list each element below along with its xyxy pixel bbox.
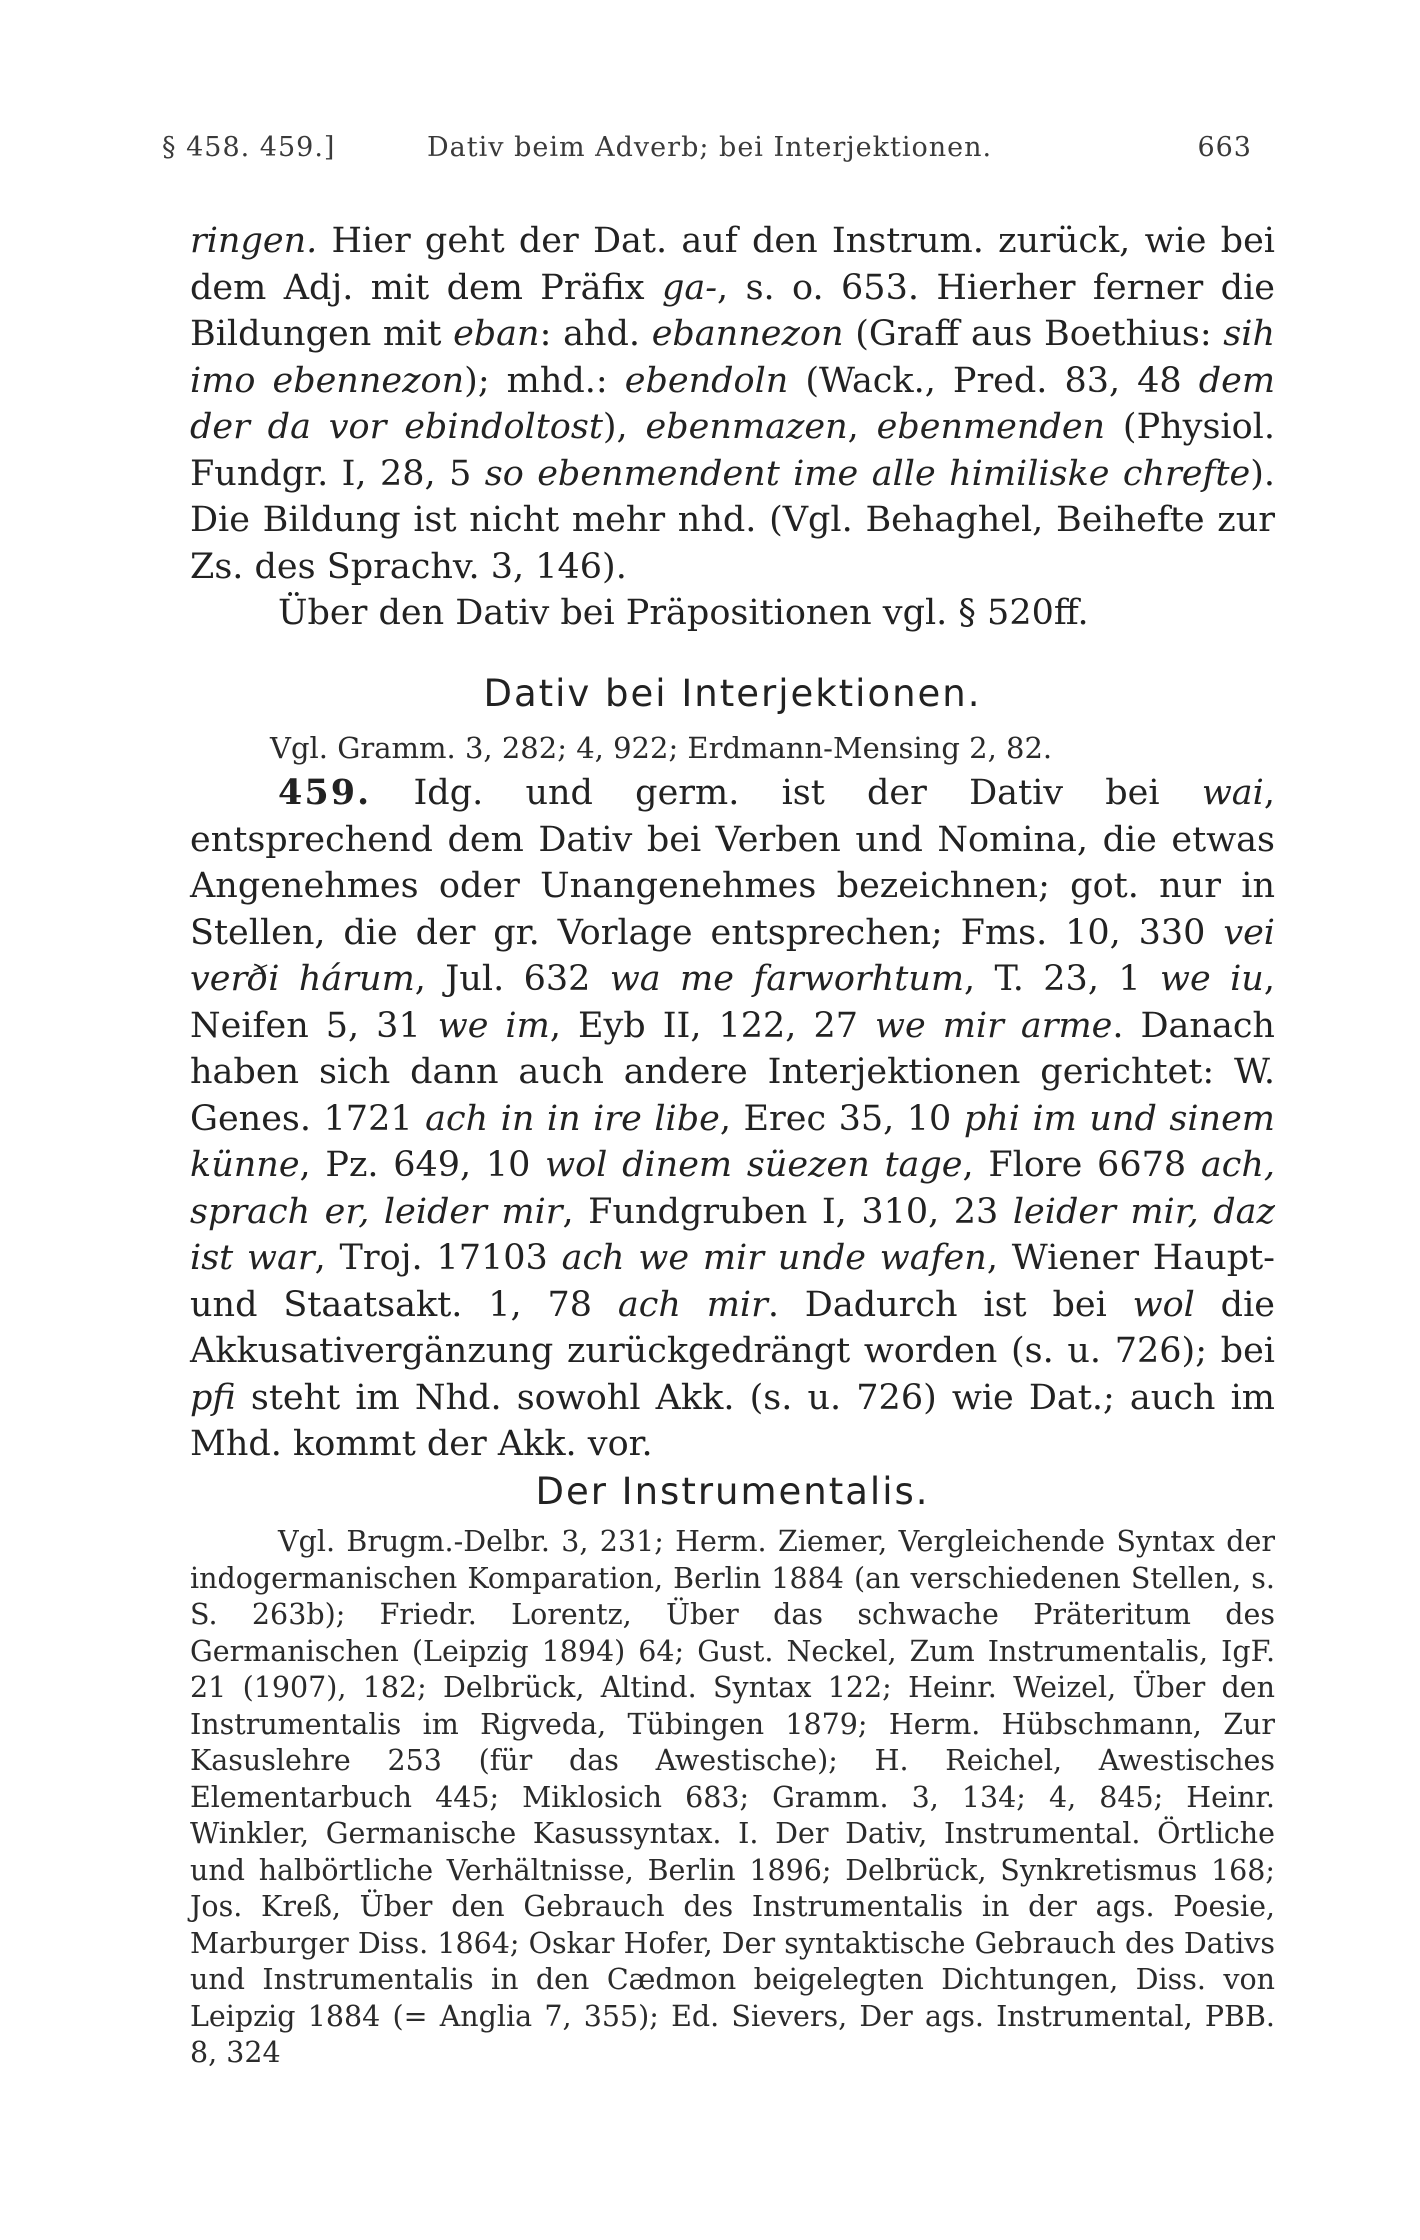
header-sections: § 458. 459.] (162, 132, 336, 163)
italic-word: ach, sprach er, leider mir (190, 1145, 1275, 1232)
italic-word: ach in in ire libe (425, 1098, 720, 1139)
section-heading-interjektionen: Dativ bei Interjektionen. (483, 672, 982, 715)
italic-word: ach we mir unde wafen (561, 1238, 987, 1278)
italic-word: pfi (190, 1377, 236, 1418)
text-run: ), (602, 407, 646, 447)
italic-word: ebenmenden (876, 407, 1106, 447)
text-run: Vgl. Brugm.-Delbr. 3, 231; Herm. Ziemer, Vergleichende Syntax der indogermanischen Komparation, Berlin 1884 (an verschiedenen Stellen, s. S. 263b); Friedr. Lorentz, Über das schwache Präteritum des Germanischen (Leipzig 1894) 64; Gust. Neckel, Zum Instrumentalis, IgF. 21 (1907), 182; Delbrück, Altind. Syntax 122; Heinr. Weizel, Über den Instrumentalis im Rigveda, Tübingen 1879; Herm. Hübschmann, Zur Kasuslehre 253 (für das Awestische); H. Reichel, Awestisches Elementarbuch 445; Miklosich 683; Gramm. 3, 134; 4, 845; Heinr. Winkler, Germanische Kasussyntax. I. Der Dativ, Instrumental. Örtliche und halbörtliche Verhältnisse, Berlin 1896; Delbrück, Synkretismus 168; Jos. Kreß, Über den Gebrauch des Instrumentalis in der ags. Poesie, Marburger Diss. 1864; Oskar Hofer, Der syntaktische Gebrauch des Dativs und Instrumentalis in den Cædmon beigelegten Dichtungen, Diss. von Leipzig 1884 (= Anglia 7, 355); Ed. Sievers, Der ags. Instrumental, PBB. 8, 324 (190, 1525, 1275, 2069)
italic-word: wai (1201, 773, 1264, 813)
italic-word: dem der da vor ebindoltost (190, 360, 1276, 447)
italic-word: ebenmazen (645, 407, 848, 447)
text-run: , Fundgruben I, 310, 23 (562, 1191, 1013, 1232)
section-heading-instrumentalis: Der Instrumentalis. (535, 1470, 930, 1513)
italic-word: sih imo ebennezon (190, 314, 1275, 401)
text-run: . Danach haben sich dann auch andere Interjektionen gerichtet: W. Genes. 1721 (190, 1005, 1275, 1139)
italic-word: vei verði hárum (190, 912, 1275, 999)
text-run: (Physiol. Fundgr. I, 28, 5 (190, 407, 1275, 494)
italic-word: we mir arme (875, 1005, 1113, 1046)
text-run: , Neifen 5, 31 (190, 959, 1275, 1046)
text-run: , Erec 35, 10 (719, 1098, 964, 1139)
italic-word: we iu (1160, 959, 1264, 999)
text-run: . Dadurch ist bei (767, 1284, 1133, 1325)
text-run: , Wiener Haupt- und Staatsakt. 1, 78 (190, 1238, 1276, 1325)
text-run: Hier geht der Dat. auf den Instrum. zurück, wie bei dem Adj. mit dem Präfix (190, 221, 1275, 308)
text-run: die Akkusativergänzung zurückgedrängt worden (s. u. 726); bei (190, 1284, 1275, 1371)
text-run: ); mhd.: (464, 360, 625, 401)
bibliography-paragraph (190, 1524, 1275, 2072)
text-run: , Flore 6678 (962, 1145, 1201, 1185)
text-run: , s. o. 653. Hierher ferner die Bildungen mit (190, 267, 1275, 354)
text-run: , T. 23, 1 (964, 959, 1161, 999)
text-run: steht im Nhd. sowohl Akk. (s. u. 726) wie Dat.; auch im Mhd. kommt der Akk. vor. (190, 1377, 1275, 1464)
paragraph-dativ-adverb (190, 218, 1275, 637)
italic-word: ach mir (617, 1284, 768, 1325)
italic-word: eban (453, 314, 540, 354)
text-run: : ahd. (539, 314, 652, 354)
paragraph-459 (190, 770, 1275, 1468)
italic-word: we im (437, 1005, 550, 1046)
text-run: , Troj. 17103 (314, 1238, 562, 1278)
reference-line: Vgl. Gramm. 3, 282; 4, 922; Erdmann-Mensing 2, 82. (270, 731, 1053, 765)
text-run: , Pz. 649, 10 (299, 1145, 546, 1185)
text-run: (Graff aus Boethius: (843, 314, 1224, 354)
italic-word: ebannezon (651, 314, 844, 354)
italic-word: leider mir, daz ist war (190, 1191, 1275, 1278)
section-number: 459. (278, 772, 372, 813)
text-run: , entsprechend dem Dativ bei Verben und Nomina, die etwas Angenehmes oder Unangenehmes bezeichnen; got. nur in Stellen, die der gr. Vorlage entsprechen; Fms. 10, 330 (190, 773, 1275, 953)
text-run: Idg. und germ. ist der Dativ bei (371, 773, 1202, 813)
italic-word: ringen. (190, 221, 318, 261)
italic-word: wol (1132, 1284, 1195, 1325)
italic-word: so ebenmendent ime alle himiliske chrefte (484, 453, 1251, 494)
italic-word: wa me farworhtum (609, 959, 965, 999)
text-run: , (847, 407, 877, 447)
text-run: , Eyb II, 122, 27 (549, 1005, 876, 1046)
italic-word: phi im und sinem künne (190, 1098, 1275, 1185)
text-run: (Wack., Pred. 83, 48 (788, 360, 1199, 401)
text-run: ). Die Bildung ist nicht mehr nhd. (Vgl. Behaghel, Beihefte zur Zs. des Sprachv. 3, 146). (190, 453, 1275, 587)
italic-word: wol dinem süezen tage (545, 1145, 963, 1185)
italic-word: ebendoln (624, 360, 789, 401)
page-number: 663 (1197, 132, 1252, 163)
text-run: Über den Dativ bei Präpositionen vgl. § 520ff. (278, 593, 1089, 633)
header-title: Dativ beim Adverb; bei Interjektionen. (427, 132, 993, 163)
text-run: , Jul. 632 (414, 959, 610, 999)
italic-word: ga- (661, 267, 718, 308)
